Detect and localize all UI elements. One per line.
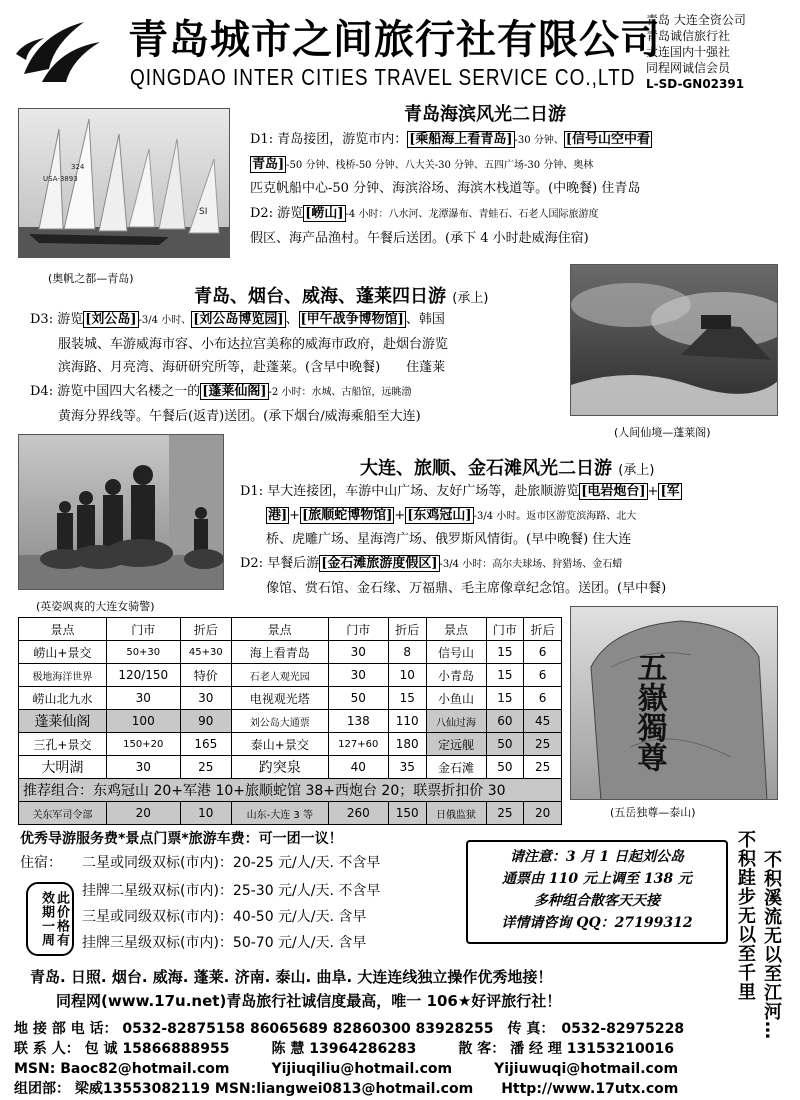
table-cell: 20 (524, 802, 562, 825)
text: + (647, 484, 659, 499)
table-cell: 山东-大连 3 等 (231, 802, 328, 825)
column-header: 景点 (426, 618, 486, 641)
text: 青岛接团，游览市内： (277, 132, 408, 147)
table-row (19, 664, 562, 687)
highlight-attraction: [刘公岛] (85, 312, 137, 327)
table-row-combo (19, 779, 562, 802)
services-headline: 优秀导游服务费*景点门票*旅游车费：可一团一议！ (20, 831, 343, 847)
table-cell: 260 (328, 802, 388, 825)
table-cell: 20 (106, 802, 180, 825)
table-cell: 90 (180, 710, 231, 733)
table-cell: 6 (524, 641, 562, 664)
table-cell: 127+60 (328, 733, 388, 756)
notice-line: 请注意：3 月 1 日起刘公岛 (509, 849, 685, 865)
table-cell: 15 (486, 687, 524, 710)
photo-caption: (奥帆之都—青岛) (48, 272, 134, 285)
table-cell: 崂山北九水 (19, 687, 107, 710)
day-label: D1: (240, 484, 264, 499)
table-cell: 50 (328, 687, 388, 710)
highlight-attraction: [信号山空中看 (565, 132, 650, 147)
text: 、 (285, 312, 299, 327)
tour2-day3 (30, 308, 560, 380)
contacts-line: 联 系 人： 包 诚 15866888955 陈 慧 13964286283 散 客： 潘 经 理 13153210016 (14, 1041, 674, 1057)
table-cell: 45+30 (180, 641, 231, 664)
company-logo-icon (14, 14, 104, 88)
text: -4 小时：八水河、龙潭瀑布、青蛙石、石老人国际旅游度 (345, 209, 599, 220)
table-row (19, 710, 562, 733)
table-cell: 小青岛 (426, 664, 486, 687)
table-cell: 泰山+景交 (231, 733, 328, 756)
duration: -3/4 小时、 (138, 315, 192, 326)
text: 游览 (57, 312, 84, 327)
table-cell: 25 (524, 733, 562, 756)
group-department-line: 组团部： 梁威13553082119 MSN:liangwei0813@hotmail.com Http://www.17utx.com (14, 1081, 679, 1097)
price-validity-badge: 此价格有效期一周 (26, 882, 74, 956)
text: -2 小时：水城、古船馆，远眺渤 (268, 387, 412, 398)
sail-number: USA-3893 (43, 175, 78, 183)
table-cell: 30 (328, 641, 388, 664)
text: 游览 (277, 206, 304, 221)
table-cell: 崂山+景交 (19, 641, 107, 664)
table-cell: 海上看青岛 (231, 641, 328, 664)
tour2-day4 (30, 380, 560, 428)
text: 、韩国 (405, 312, 445, 327)
taishan-stone-photo (570, 606, 778, 800)
table-row (19, 802, 562, 825)
column-header: 门市 (328, 618, 388, 641)
qualification-line: 青岛 大连全资公司 (646, 13, 746, 27)
table-cell: 8 (388, 641, 426, 664)
phone-fax-line: 地 接 部 电 话： 0532-82875158 86065689 82860300 83928255 传 真： 0532-82975228 (14, 1021, 685, 1037)
table-cell: 关东军司令部 (19, 802, 107, 825)
table-cell: 45 (524, 710, 562, 733)
service-area-slogan: 青岛. 日照. 烟台. 威海. 蓬莱. 济南. 泰山. 曲阜. 大连连线独立操作优秀地接！ (30, 968, 553, 986)
photo-caption: (五岳独尊—泰山) (610, 806, 696, 819)
table-cell: 10 (388, 664, 426, 687)
table-cell: 60 (486, 710, 524, 733)
title-suffix: (承上) (618, 463, 655, 478)
table-cell: 特价 (180, 664, 231, 687)
qualification-line: 大连国内十强社 (646, 45, 731, 59)
mounted-police-photo (18, 434, 224, 590)
text: 游览中国四大名楼之一的 (57, 384, 201, 399)
day-label: D4: (30, 384, 54, 399)
table-cell: 25 (486, 802, 524, 825)
table-cell: 信号山 (426, 641, 486, 664)
table-cell: 138 (328, 710, 388, 733)
table-cell: 定远舰 (426, 733, 486, 756)
column-header: 门市 (486, 618, 524, 641)
column-header: 景点 (231, 618, 328, 641)
table-cell: 石老人观光园 (231, 664, 328, 687)
highlight-attraction: [军 (660, 484, 680, 499)
text: -3/4 小时。返市区游览滨海路、北大 (473, 510, 637, 522)
table-cell: 30 (328, 664, 388, 687)
title-text: 大连、旅顺、金石滩风光二日游 (360, 458, 612, 479)
table-cell: 150+20 (106, 733, 180, 756)
text: 假区、海产品渔村。午餐后送团。(承下 4 小时赴威海住宿) (250, 230, 589, 246)
table-cell: 120/150 (106, 664, 180, 687)
text: 像馆、赏石馆、金石缘、万福鼎、毛主席像章纪念馆。送团。(早中餐) (266, 580, 667, 596)
table-cell: 6 (524, 687, 562, 710)
table-cell: 6 (524, 664, 562, 687)
table-cell: 25 (180, 756, 231, 779)
table-cell: 极地海洋世界 (19, 664, 107, 687)
table-cell: 40 (328, 756, 388, 779)
day-label: D1: (250, 132, 274, 147)
table-cell: 150 (388, 802, 426, 825)
photo-caption: (人间仙境—蓬莱阁) (614, 426, 711, 439)
highlight-attraction: [旅顺蛇博物馆] (302, 507, 393, 523)
table-cell: 大明湖 (19, 756, 107, 779)
license-number: L-SD-GN02391 (646, 77, 745, 91)
text: 服装城、车游威海市容、小布达拉宫美称的威海市政府，赴烟台游览 (58, 336, 449, 352)
highlight-attraction: 港] (268, 507, 288, 523)
table-cell: 15 (486, 641, 524, 664)
table-cell: 25 (524, 756, 562, 779)
text: -3/4 小时：高尔夫球场、狩猎场、金石蜡 (439, 559, 623, 570)
tour-title-qingdao: 青岛海滨风光二日游 (404, 104, 566, 125)
text: 早大连接团，车游中山广场、友好广场等，赴旅顺游览 (267, 484, 580, 499)
table-cell: 趵突泉 (231, 756, 328, 779)
lodging-option: 三星或同级双标(市内)：40-50 元/人/天. 含早 (82, 909, 367, 925)
text: + (394, 507, 406, 523)
notice-box (466, 840, 728, 944)
lodging-label: 住宿： (20, 855, 62, 871)
table-cell: 110 (388, 710, 426, 733)
table-cell: 三孔+景交 (19, 733, 107, 756)
table-cell: 八仙过海 (426, 710, 486, 733)
company-name-cn: 青岛城市之间旅行社有限公司 (128, 17, 661, 63)
table-row (19, 756, 562, 779)
column-header: 门市 (106, 618, 180, 641)
highlight-attraction: [蓬莱仙阁] (202, 384, 267, 399)
table-cell: 50+30 (106, 641, 180, 664)
table-row (19, 641, 562, 664)
tour1-day1 (250, 128, 790, 201)
table-cell: 金石滩 (426, 756, 486, 779)
table-cell: 50 (486, 733, 524, 756)
column-header: 折后 (524, 618, 562, 641)
highlight-attraction: [乘船海上看青岛] (409, 132, 513, 147)
table-cell: 165 (180, 733, 231, 756)
highlight-attraction: 青岛] (252, 156, 285, 172)
day-label: D2: (250, 206, 274, 221)
table-row (19, 687, 562, 710)
lodging-option: 挂牌三星级双标(市内)：50-70 元/人/天. 含早 (82, 935, 367, 951)
table-header-row (19, 618, 562, 641)
combo-recommendation: 推荐组合：东鸡冠山 20+军港 10+旅顺蛇馆 38+西炮台 20；联票折扣价 30 (19, 779, 562, 802)
vertical-slogan: 不积溪流无以至江河… (761, 850, 782, 1040)
table-cell: 30 (106, 756, 180, 779)
lodging-option: 挂牌二星级双标(市内)：25-30 元/人/天. 不含早 (82, 883, 381, 899)
notice-line: 详情请咨询 QQ：27199312 (501, 915, 693, 931)
table-cell: 刘公岛大通票 (231, 710, 328, 733)
attraction-price-table (18, 617, 562, 825)
highlight-attraction: [崂山] (305, 206, 344, 221)
rating-slogan: 同程网(www.17u.net)青岛旅行社诚信度最高，唯一 106★好评旅行社！ (56, 992, 562, 1010)
table-cell: 小鱼山 (426, 687, 486, 710)
sail-number: SI (199, 207, 208, 217)
title-suffix: (承上) (452, 291, 489, 306)
notice-line: 多种组合散客天天接 (534, 893, 660, 909)
penglai-pavilion-photo (570, 264, 778, 416)
stone-inscription: 五嶽獨尊 (631, 652, 667, 772)
table-cell: 100 (106, 710, 180, 733)
day-label: D3: (30, 312, 54, 327)
tour-title-shandong (194, 282, 488, 308)
column-header: 景点 (19, 618, 107, 641)
highlight-attraction: [甲午战争博物馆] (300, 312, 404, 327)
table-cell: 蓬莱仙阁 (19, 710, 107, 733)
msn-line: MSN: Baoc82@hotmail.com Yijiuqiliu@hotmail.com Yijiuwuqi@hotmail.com (14, 1061, 679, 1077)
table-cell: 日俄监狱 (426, 802, 486, 825)
title-text: 青岛、烟台、威海、蓬莱四日游 (194, 286, 446, 307)
text: + (289, 507, 301, 523)
day-label: D2: (240, 556, 264, 571)
column-header: 折后 (180, 618, 231, 641)
table-cell: 电视观光塔 (231, 687, 328, 710)
highlight-attraction: [电岩炮台] (581, 484, 646, 499)
qualifications (646, 12, 746, 92)
tour3-day1 (240, 480, 785, 552)
highlight-attraction: [刘公岛博览园] (193, 312, 284, 327)
table-cell: 10 (180, 802, 231, 825)
table-cell: 30 (106, 687, 180, 710)
table-cell: 50 (486, 756, 524, 779)
duration: -30 分钟、 (514, 135, 564, 146)
qualification-line: 同程网诚信会员 (646, 61, 731, 75)
table-cell: 180 (388, 733, 426, 756)
text: -50 分钟、栈桥-50 分钟、八大关-30 分钟、五四广场-30 分钟、奥林 (286, 159, 594, 171)
table-row (19, 733, 562, 756)
table-cell: 35 (388, 756, 426, 779)
text: 桥、虎雕广场、星海湾广场、俄罗斯风情街。(早中晚餐) 住大连 (266, 532, 632, 547)
column-header: 折后 (388, 618, 426, 641)
text: 滨海路、月亮湾、海研研究所等，赴蓬莱。(含早中晚餐) 住蓬莱 (58, 360, 446, 375)
table-cell: 15 (388, 687, 426, 710)
text: 黄海分界线等。午餐后(返青)送团。(承下烟台/威海乘船至大连) (58, 408, 421, 424)
company-name-en: QINGDAO INTER CITIES TRAVEL SERVICE CO.,LTD (130, 66, 636, 92)
lodging-option: 二星或同级双标(市内)：20-25 元/人/天. 不含早 (82, 855, 381, 871)
vertical-slogan: 不积跬步无以至千里 (735, 830, 756, 1001)
text: 早餐后游 (267, 556, 320, 571)
tour-title-dalian (360, 454, 654, 480)
tour1-day2 (250, 202, 790, 250)
highlight-attraction: [金石滩旅游度假区] (321, 556, 438, 571)
qualification-line: 青岛诚信旅行社 (646, 29, 731, 43)
text: 匹克帆船中心-50 分钟、海滨浴场、海滨木栈道等。(中晚餐) 住青岛 (250, 181, 641, 196)
tour3-day2 (240, 552, 785, 600)
notice-line: 通票由 110 元上调至 138 元 (502, 871, 692, 887)
highlight-attraction: [东鸡冠山] (407, 507, 472, 523)
sail-number: 324 (71, 163, 85, 171)
photo-caption: (英姿飒爽的大连女骑警) (36, 600, 155, 613)
table-cell: 30 (180, 687, 231, 710)
table-cell: 15 (486, 664, 524, 687)
sailboats-photo (18, 108, 230, 258)
